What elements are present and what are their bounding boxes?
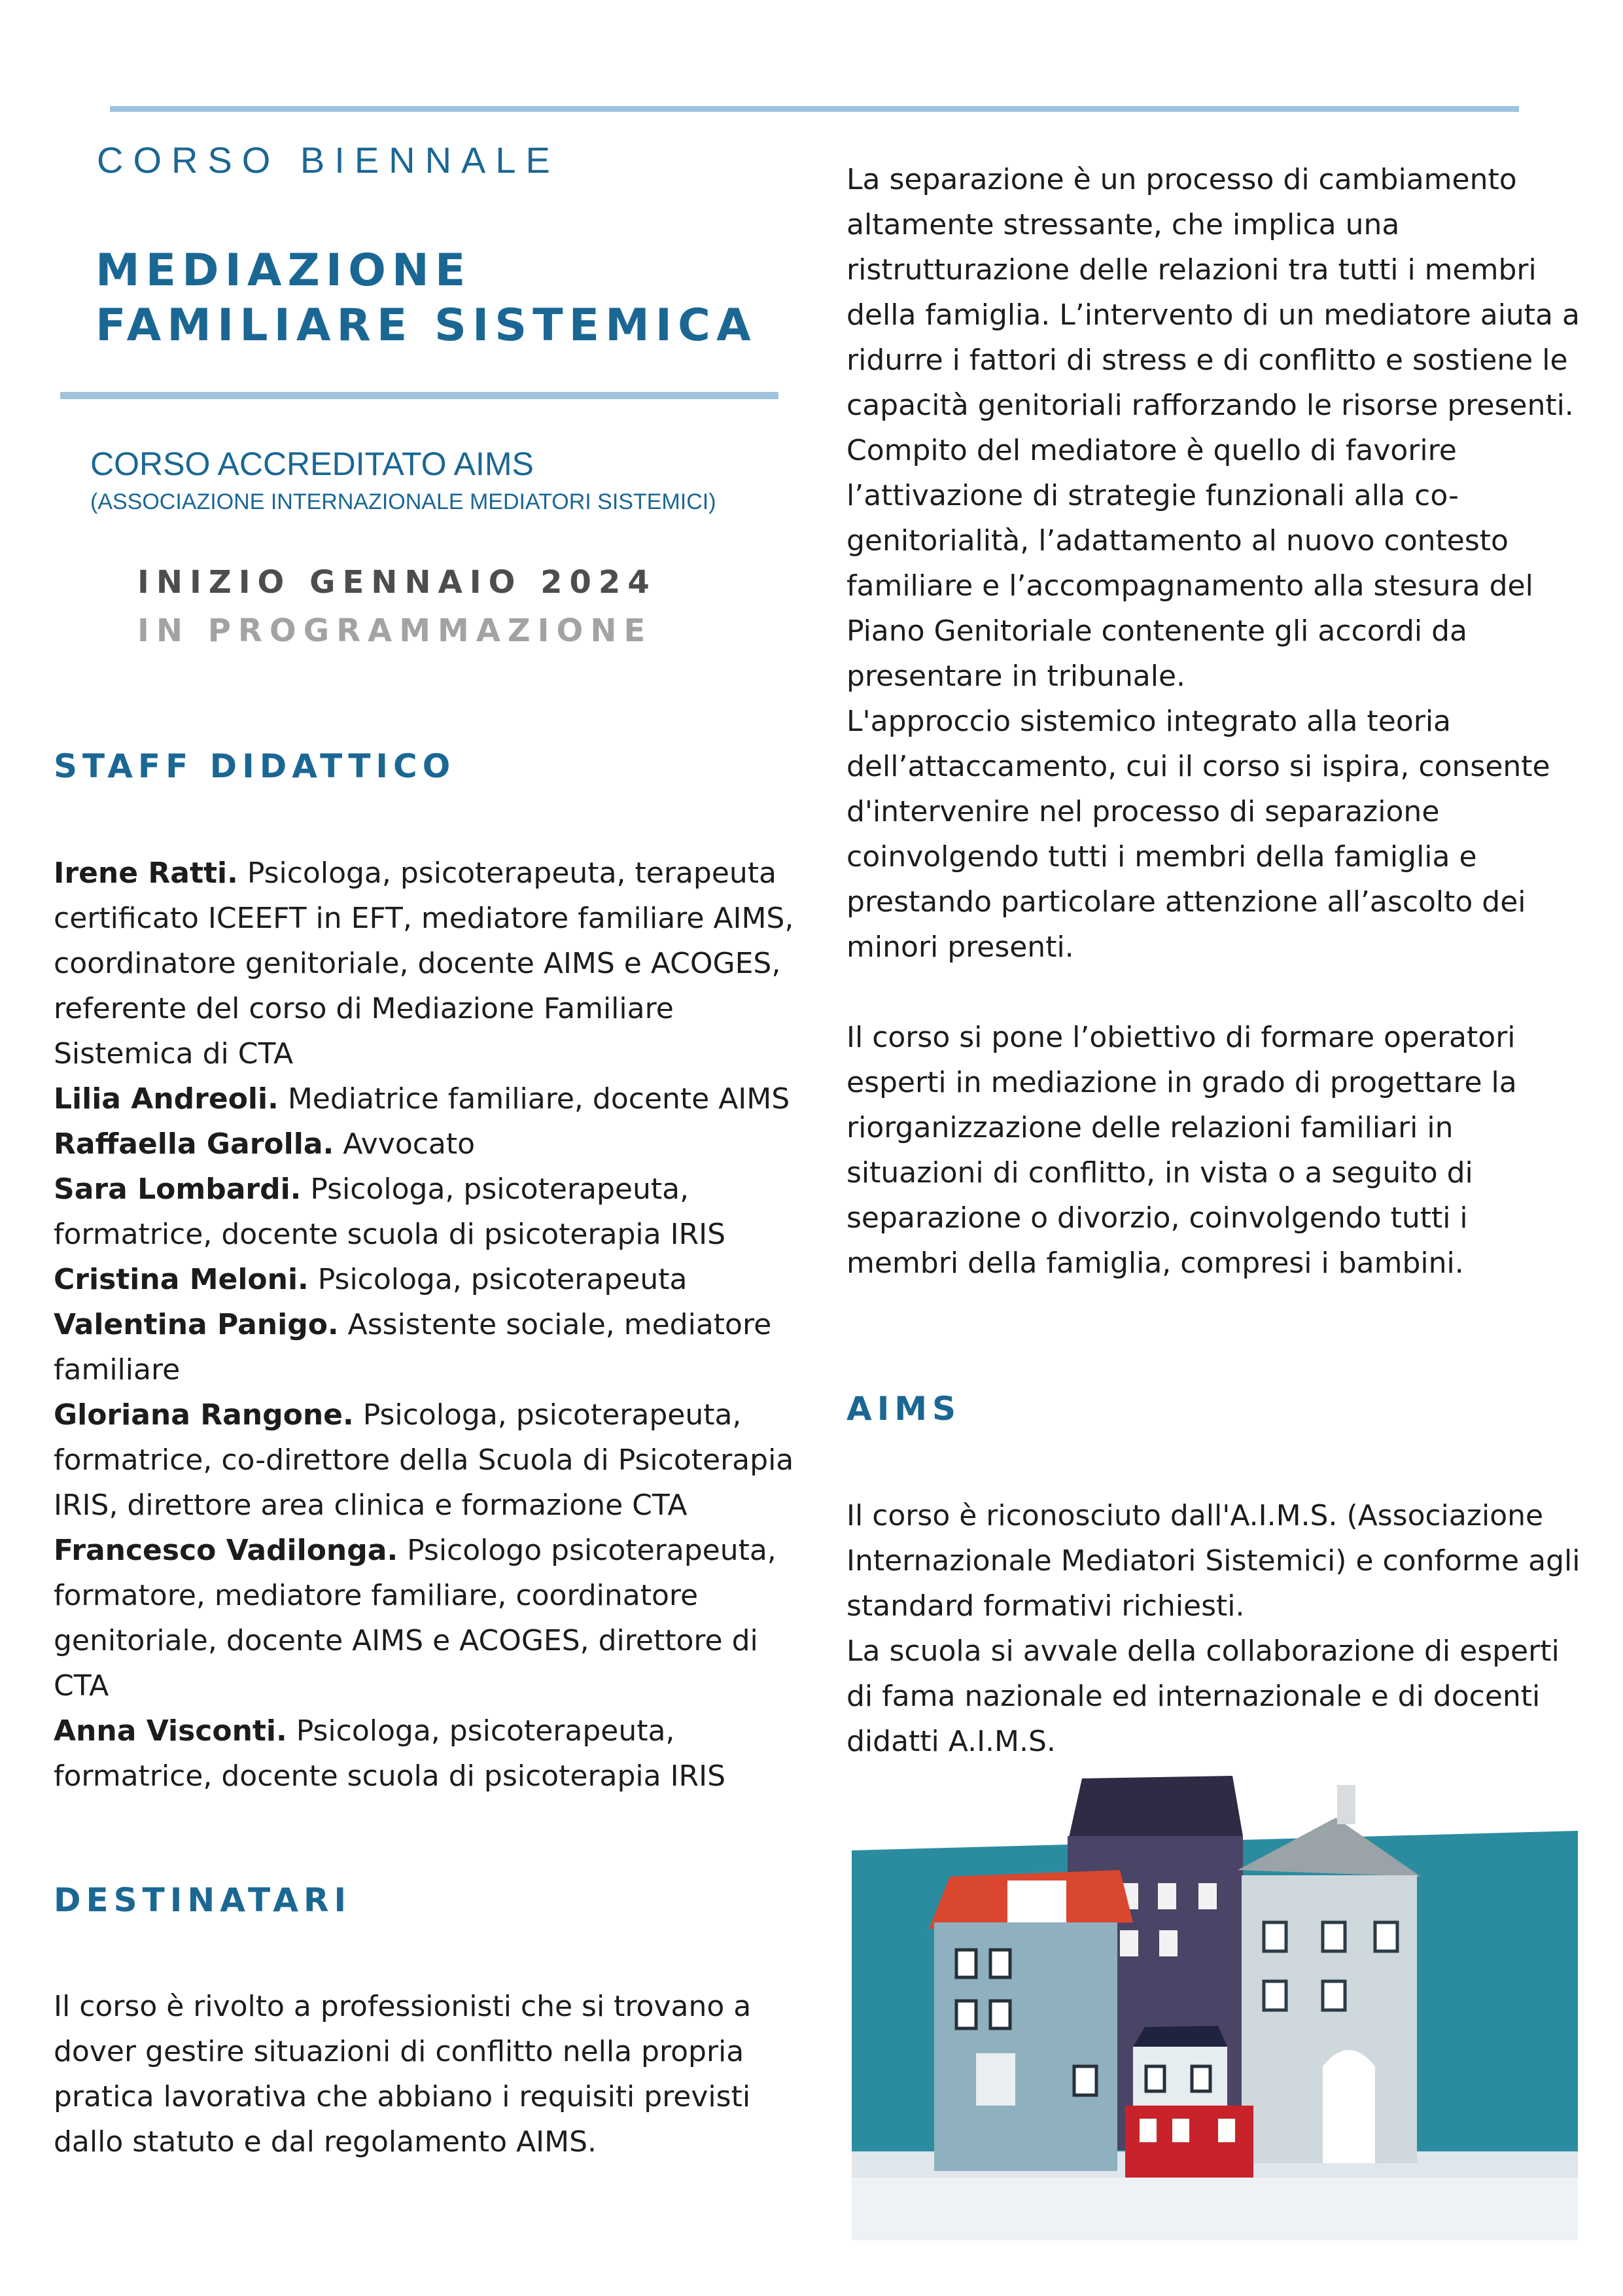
staff-role: Psicologa, psicoterapeuta, terapeuta certificato ICEEFT in EFT, mediatore familiare AIMS, coordinatore genitoriale, docente AIMS e ACOGES, referente del corso di Mediazione Familiare Sistemica di CTA	[54, 857, 794, 1070]
staff-name: Valentina Panigo.	[54, 1308, 339, 1341]
intro-text	[846, 157, 1586, 1286]
staff-role: Mediatrice familiare, docente AIMS	[278, 1082, 790, 1116]
staff-name: Francesco Vadilonga.	[54, 1534, 398, 1567]
programming-status: IN PROGRAMMAZIONE	[137, 612, 653, 649]
staff-role: Psicologa, psicoterapeuta, formatrice, co-direttore della Scuola di Psicoterapia IRIS, direttore area clinica e formazione CTA	[54, 1398, 794, 1522]
aims-heading: AIMS	[846, 1390, 962, 1428]
staff-member	[54, 1528, 819, 1708]
staff-role: Psicologa, psicoterapeuta, formatrice, docente scuola di psicoterapia IRIS	[54, 1714, 726, 1793]
staff-member	[54, 1708, 819, 1799]
title-line-2: FAMILIARE SISTEMICA	[96, 300, 757, 351]
staff-role: Avvocato	[334, 1127, 476, 1161]
staff-member	[54, 1302, 819, 1392]
staff-name: Raffaella Garolla.	[54, 1127, 334, 1161]
staff-name: Lilia Andreoli.	[54, 1082, 279, 1116]
destinatari-paragraph: Il corso è rivolto a professionisti che si trovano a dover gestire situazioni di conflitto nella propria pratica lavorativa che abbiano i requisiti previsti dallo statuto e dal regolamento AIMS.	[54, 1990, 752, 2159]
staff-member	[54, 1122, 819, 1167]
accreditation-label: CORSO ACCREDITATO AIMS	[90, 446, 534, 482]
staff-member	[54, 1257, 819, 1302]
staff-member	[54, 851, 819, 1076]
dark-roof	[1069, 1776, 1243, 1837]
accreditation-full-name: (ASSOCIAZIONE INTERNAZIONALE MEDIATORI SISTEMICI)	[90, 489, 716, 514]
arched-door	[1323, 2050, 1375, 2163]
staff-name: Irene Ratti.	[54, 857, 238, 890]
intro-paragraph-3: L'approccio sistemico integrato alla teoria dell’attaccamento, cui il corso si ispira, consente d'intervenire nel processo di separazione coinvolgendo tutti i membri della famiglia e prestando particolare attenzione all’ascolto dei minori presenti.	[846, 705, 1550, 964]
destinatari-text	[54, 1984, 799, 2164]
intro-paragraph-spacer	[846, 970, 1586, 1015]
staff-list	[54, 851, 819, 1799]
intro-paragraph-1: La separazione è un processo di cambiamento altamente stressante, che implica una ristrutturazione delle relazioni tra tutti i membri della famiglia. L’intervento di un mediatore aiuta a ridurre i fattori di stress e di conflitto e sostiene le capacità genitoriali rafforzando le risorse presenti.	[846, 163, 1580, 422]
staff-name: Anna Visconti.	[54, 1714, 287, 1748]
houses-illustration	[852, 1759, 1578, 2240]
staff-role: Assistente sociale, mediatore familiare	[54, 1308, 772, 1386]
course-kicker: CORSO BIENNALE	[97, 139, 560, 181]
staff-member	[54, 1076, 819, 1122]
top-rule	[110, 106, 1519, 112]
intro-paragraph-2: Compito del mediatore è quello di favorire l’attivazione di strategie funzionali alla co-genitorialità, l’adattamento al nuovo contesto familiare e l’accompagnamento alla stesura del Piano Genitoriale contenente gli accordi da presentare in tribunale.	[846, 434, 1533, 693]
staff-member	[54, 1167, 819, 1257]
staff-member	[54, 1392, 819, 1528]
staff-name: Gloriana Rangone.	[54, 1398, 354, 1432]
aims-paragraph-2: La scuola si avvale della collaborazione di esperti di fama nazionale ed internazionale e di docenti didatti A.I.M.S.	[846, 1634, 1560, 1758]
aims-paragraph-1: Il corso è riconosciuto dall'A.I.M.S. (Associazione Internazionale Mediatori Sistemici) e conforme agli standard formativi richiesti.	[846, 1499, 1580, 1623]
staff-name: Cristina Meloni.	[54, 1263, 309, 1296]
staff-role: Psicologa, psicoterapeuta, formatrice, docente scuola di psicoterapia IRIS	[54, 1173, 726, 1251]
aims-text	[846, 1493, 1586, 1764]
staff-role: Psicologa, psicoterapeuta	[308, 1263, 688, 1296]
page-title	[96, 243, 815, 353]
title-line-1: MEDIAZIONE	[96, 245, 472, 296]
staff-name: Sara Lombardi.	[54, 1173, 302, 1206]
destinatari-heading: DESTINATARI	[54, 1881, 352, 1919]
title-rule	[60, 392, 778, 399]
staff-role: Psicologo psicoterapeuta, formatore, mediatore familiare, coordinatore genitoriale, docente AIMS e ACOGES, direttore di CTA	[54, 1534, 777, 1703]
staff-heading: STAFF DIDATTICO	[54, 747, 456, 785]
start-date: INIZIO GENNAIO 2024	[137, 564, 657, 601]
intro-paragraph-4: Il corso si pone l’obiettivo di formare operatori esperti in mediazione in grado di progettare la riorganizzazione delle relazioni familiari in situazioni di conflitto, in vista o a seguito di separazione o divorzio, coinvolgendo tutti i membri della famiglia, compresi i bambini.	[846, 1021, 1517, 1280]
